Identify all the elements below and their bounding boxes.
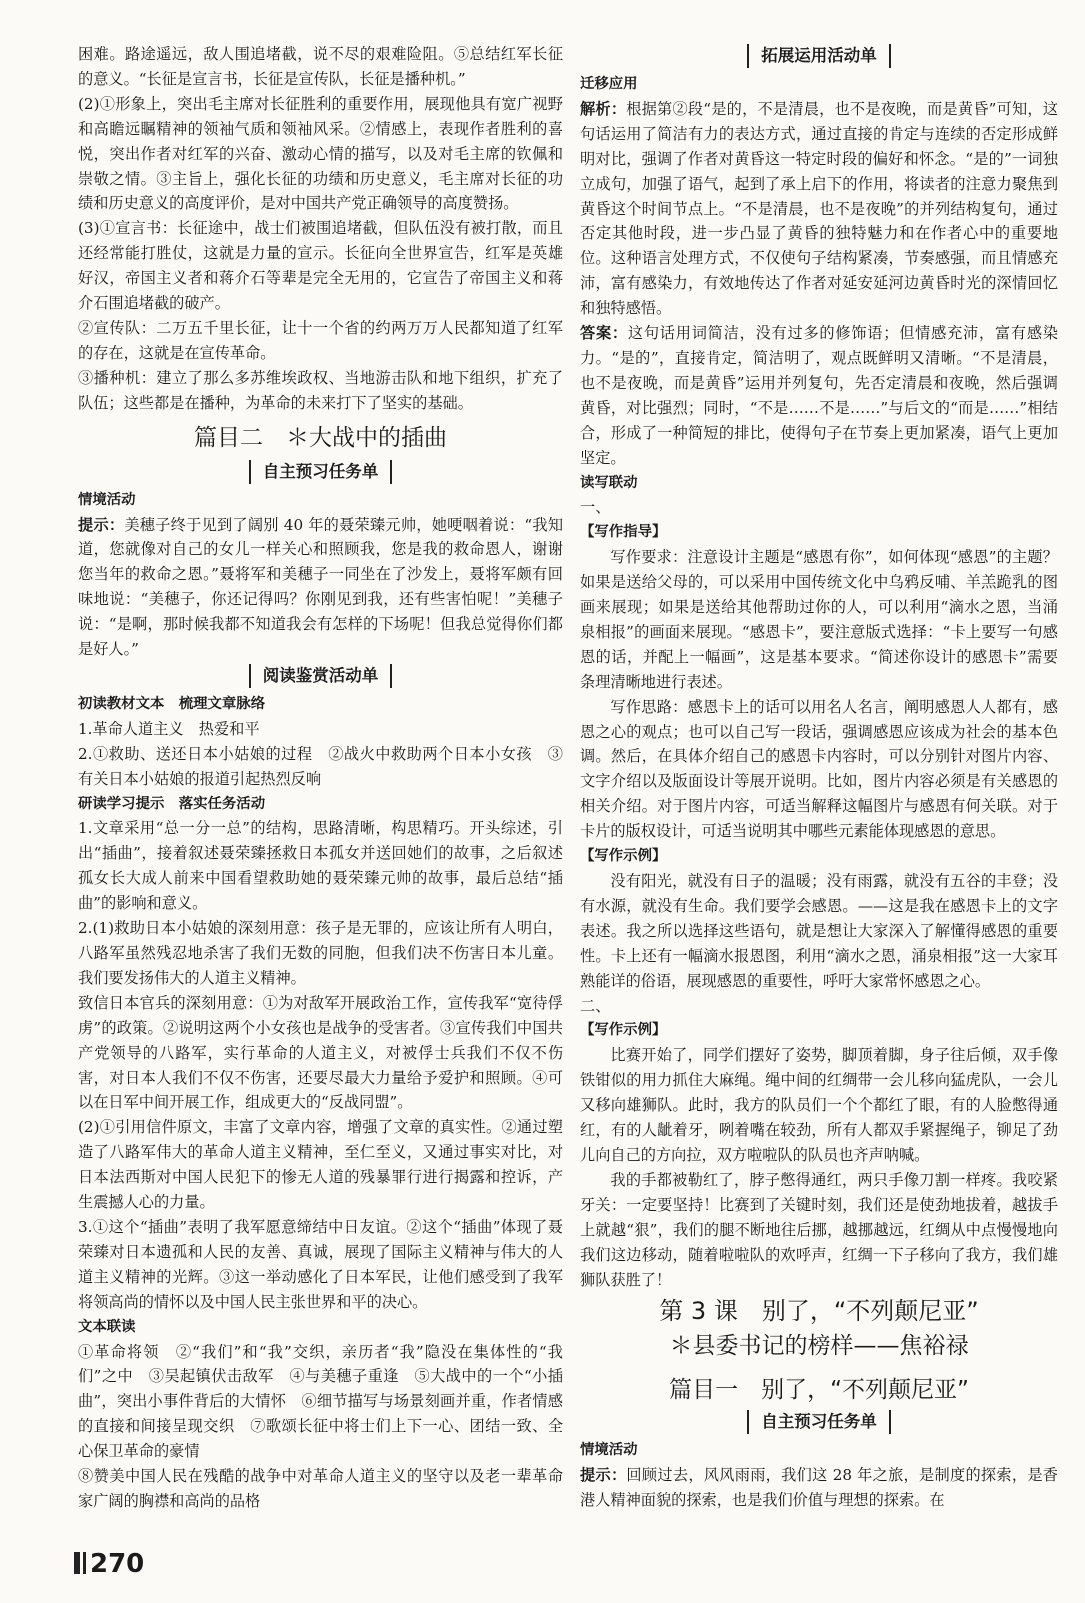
hint-text: 美穗子终于见到了阔别 40 年的聂荣臻元帅，她哽咽着说：“我知道，您就像对自己的女儿一样关心和照顾我，您是我的救命恩人，谢谢您当年的救命之恩。”聂将军和美穗子一同坐在了沙发上，聂将军颇有回味地说：“美穗子，你还记得吗？你刚见到我，还有些害怕呢！”美穗子说：“是啊，那时候我都不知道我会有怎样的下场呢！但我总觉得你们都是好人。” — [78, 515, 564, 659]
paragraph: 2.(1)救助日本小姑娘的深刻用意：孩子是无罪的，应该让所有人明白，八路军虽然残忍地杀害了我们无数的同胞，但我们决不伤害日本儿童。我们要发扬伟大的人道主义精神。 — [78, 919, 563, 987]
subsection-label: 【写作示例】 — [580, 1022, 667, 1039]
section-heading: 文本联读 — [78, 1318, 136, 1335]
task-sheet-header — [78, 460, 563, 484]
task-sheet-label: 拓展运用活动单 — [747, 44, 891, 68]
paragraph: (2)①形象上，突出毛主席对长征胜利的重要作用，展现他具有宽广视野和高瞻远瞩精神的领袖气质和领袖风采。②情感上，表现作者胜利的喜悦，突出作者对红军的兴奋、激动心情的描写，以及对毛主席的钦佩和崇敬之情。③主旨上，强化长征的功绩和历史意义，毛主席对长征的功绩和历史意义的高度评价，是对中国共产党正确领导的高度赞扬。 — [78, 94, 563, 213]
section-heading: 读写联动 — [580, 474, 638, 491]
numbering: 一、 — [580, 498, 611, 517]
paragraph: 1.文章采用“总一分一总”的结构，思路清晰，构思精巧。开头综述，引出“插曲”，接着叙述聂荣臻拯救日本孤女并送回她们的故事，之后叙述孤女长大成人前来中国看望救助她的聂荣臻元帅的故事，最后总结“插曲”的影响和意义。 — [78, 819, 563, 913]
section-heading: 情境活动 — [580, 1442, 638, 1459]
paragraph: ②宣传队：二万五千里长征，让十一个省的约两万万人民都知道了红军的存在，这就是在宣传革命。 — [78, 318, 563, 362]
task-sheet-label: 自主预习任务单 — [747, 1410, 891, 1434]
numbering: 二、 — [580, 996, 611, 1015]
hint-label: 提示： — [580, 1466, 627, 1485]
hint-label: 提示： — [78, 515, 125, 534]
paragraph: 致信日本官兵的深刻用意：①为对敌军开展政治工作，宣传我军“宽待俘虏”的政策。②说明这两个小女孩也是战争的受害者。③宣传我们中国共产党领导的八路军，实行革命的人道主义，对被俘士兵我们不仅不伤害，对日本人我们不仅不伤害，还要尽最大力量给予爱护和照顾。④可以在日军中间开展工作，组成更大的“反战同盟”。 — [78, 993, 563, 1112]
page-marker-bar — [83, 1552, 86, 1574]
paragraph: 比赛开始了，同学们摆好了姿势，脚顶着脚，身子往后倾，双手像铁钳似的用力抓住大麻绳。绳中间的红绸带一会儿移向猛虎队，一会儿又移向雄狮队。此时，我方的队员们一个个都红了眼，有的人脸憋得通红，有的人龇着牙，咧着嘴在较劲，所有人都双手紧握绳子，铆足了劲儿向自己的方向拉，双方啦啦队的队员也齐声呐喊。 — [580, 1046, 1058, 1164]
analysis-label: 解析： — [580, 99, 627, 118]
section-heading: 情境活动 — [78, 491, 136, 508]
paragraph: ⑧赞美中国人民在残酷的战争中对革命人道主义的坚守以及老一辈革命家广阔的胸襟和高尚的品格 — [78, 1467, 563, 1510]
paragraph: (3)①宣言书：长征途中，战士们被围追堵截，但队伍没有被打散，而且还经常能打胜仗，这就是力量的宣示。长征向全世界宣告，红军是英雄好汉，帝国主义者和蒋介石等辈是完全无用的，它宣告了帝国主义和蒋介石围追堵截的破产。 — [78, 219, 563, 313]
subsection-label: 【写作指导】 — [580, 524, 667, 541]
chapter-title: 篇目二 ＊大战中的插曲 — [194, 424, 447, 451]
right-column — [580, 42, 1058, 1513]
subsection-label: 【写作示例】 — [580, 848, 667, 865]
paragraph: 3.①这个“插曲”表明了我军愿意缔结中日友谊。②这个“插曲”体现了聂荣臻对日本遗孤和人民的友善、真诚，展现了国际主义精神与伟大的人道主义精神的光辉。③这一举动感化了日本军民，让他们感受到了我军将领高尚的情怀以及中国人民主张世界和平的决心。 — [78, 1217, 563, 1311]
hint-paragraph — [580, 1463, 1058, 1513]
paragraph: ①革命将领 ②“我们”和“我”交织，亲历者“我”隐没在集体性的“我们”之中 ③吴起镇伏击敌军 ④与美穗子重逢 ⑤大战中的一个“小插曲”，突出小事件背后的大情怀 ⑥细节描写与场景刻画并重，作者情感的直接和间接呈现交织 ⑦歌颂长征中将士们上下一心、团结一致、全心保卫革命的豪情 — [78, 1342, 563, 1461]
paragraph: 写作思路：感恩卡上的话可以用名人名言，阐明感恩人人都有，感恩之心的观点；也可以自己写一段话，强调感恩应该成为社会的基本色调。然后，在具体介绍自己的感恩卡内容时，可以分别针对图片内容、文字介绍以及版面设计等展开说明。比如，图片内容必须是有关感恩的相关介绍。对于图片内容，可适当解释这幅图片与感恩有何关联。对于卡片的版权设计，可适当说明其中哪些元素能体现感恩的意思。 — [580, 697, 1058, 841]
page-marker-bar — [74, 1552, 80, 1574]
task-sheet-header — [580, 44, 1058, 68]
answer-paragraph — [580, 321, 1058, 470]
left-column — [78, 42, 563, 1514]
task-sheet-label: 自主预习任务单 — [249, 460, 393, 484]
section-heading: 研读学习提示 落实任务活动 — [78, 795, 266, 812]
answer-label: 答案： — [580, 324, 628, 343]
paragraph: 2.①救助、送还日本小姑娘的过程 ②战火中救助两个日本小女孩 ③有关日本小姑娘的报道引起热烈反响 — [78, 744, 563, 788]
answer-text: 这句话用词简洁，没有过多的修饰语；但情感充沛，富有感染力。“是的”，直接肯定，简洁明了，观点既鲜明又清晰。“不是清晨，也不是夜晚，而是黄昏”运用并列复句，先否定清晨和夜晚，然后强调黄昏，对比强烈；同时，“不是……不是……”与后文的“而是……”相结合，形成了一种简短的排比，使得句子在节奏上更加紧凑，语气上更加坚定。 — [580, 324, 1059, 467]
paragraph: 我的手都被勒红了，脖子憋得通红，两只手像刀割一样疼。我咬紧牙关：一定要坚持！比赛到了关键时刻，我们还是使劲地拔着，越拔手上就越“狠”，我们的腿不断地往后挪，越挪越远，红绸从中点慢慢地向我们这边移动，随着啦啦队的欢呼声，红绸一下子移向了我方，我们雄狮队获胜了！ — [580, 1170, 1058, 1289]
lesson-subtitle: ＊县委书记的榜样——焦裕禄 — [669, 1333, 969, 1360]
task-sheet-header — [580, 1410, 1058, 1434]
paragraph: 困难。路途遥远，敌人围追堵截，说不尽的艰难险阻。⑤总结红军长征的意义。“长征是宣言书，长征是宣传队，长征是播种机。” — [78, 45, 563, 88]
paragraph: 写作要求：注意设计主题是“感恩有你”，如何体现“感恩”的主题？如果是送给父母的，可以采用中国传统文化中乌鸦反哺、羊羔跪乳的图画来展现；如果是送给其他帮助过你的人，可以利用“滴水之恩，当涌泉相报”的画面来展现。“感恩卡”，要注意版式选择：“卡上要写一句感恩的话，并配上一幅画”，这是基本要求。“简述你设计的感恩卡”需要条理清晰地进行表述。 — [580, 548, 1058, 691]
analysis-text: 根据第②段“是的，不是清晨，也不是夜晚，而是黄昏”可知，这句话运用了简洁有力的表达方式，通过直接的肯定与连续的否定形成鲜明对比，强调了作者对黄昏这一特定时段的偏好和怀念。“是的”一词独立成句，加强了语气，起到了承上启下的作用，将读者的注意力聚焦到黄昏这个时间节点上。“不是清晨，也不是夜晚”的并列结构复句，通过否定其他时段，进一步凸显了黄昏的独特魅力和在作者心中的重要地位。这种语言处理方式，不仅使句子结构紧凑，节奏感强，而且情感充沛，富有感染力，有效地传达了作者对延安延河边黄昏时光的深情回忆和独特感悟。 — [580, 99, 1059, 318]
hint-text: 回顾过去，风风雨雨，我们这 28 年之旅，是制度的探索，是香港人精神面貌的探索，也是我们价值与理想的探索。在 — [580, 1466, 1058, 1510]
section-heading: 初读教材文本 梳理文章脉络 — [78, 695, 266, 712]
section-heading: 迁移应用 — [580, 76, 638, 92]
paragraph: ③播种机：建立了那么多苏维埃政权、当地游击队和地下组织，扩充了队伍；这些都是在播种，为革命的未来打下了坚实的基础。 — [78, 368, 563, 412]
hint-paragraph — [78, 513, 563, 662]
task-sheet-header — [78, 664, 563, 688]
paragraph: (2)①引用信件原文，丰富了文章内容，增强了文章的真实性。②通过塑造了八路军伟大的革命人道主义精神，至仁至义，又通过事实对比，对日本法西斯对中国人民犯下的惨无人道的残暴罪行进行揭露和控诉，产生震撼人心的力量。 — [78, 1118, 563, 1212]
page-number-text: 270 — [90, 1549, 145, 1579]
analysis-paragraph — [580, 97, 1058, 321]
paragraph: 没有阳光，就没有日子的温暖；没有雨露，就没有五谷的丰登；没有水源，就没有生命。我们要学会感恩。——这是我在感恩卡上的文字表述。我之所以选择这些语句，就是想让大家深入了解懂得感恩的重要性。卡上还有一幅滴水报恩图，利用“滴水之恩，涌泉相报”这一大家耳熟能详的俗语，展现感恩的重要性，呼吁大家常怀感恩之心。 — [580, 872, 1058, 990]
page-number — [74, 1549, 144, 1579]
task-sheet-label: 阅读鉴赏活动单 — [249, 664, 393, 688]
lesson-title: 第 3 课 别了，“不列颠尼亚” — [659, 1297, 979, 1326]
paragraph: 1.革命人道主义 热爱和平 — [78, 719, 260, 738]
chapter-title: 篇目一 别了，“不列颠尼亚” — [669, 1377, 969, 1404]
